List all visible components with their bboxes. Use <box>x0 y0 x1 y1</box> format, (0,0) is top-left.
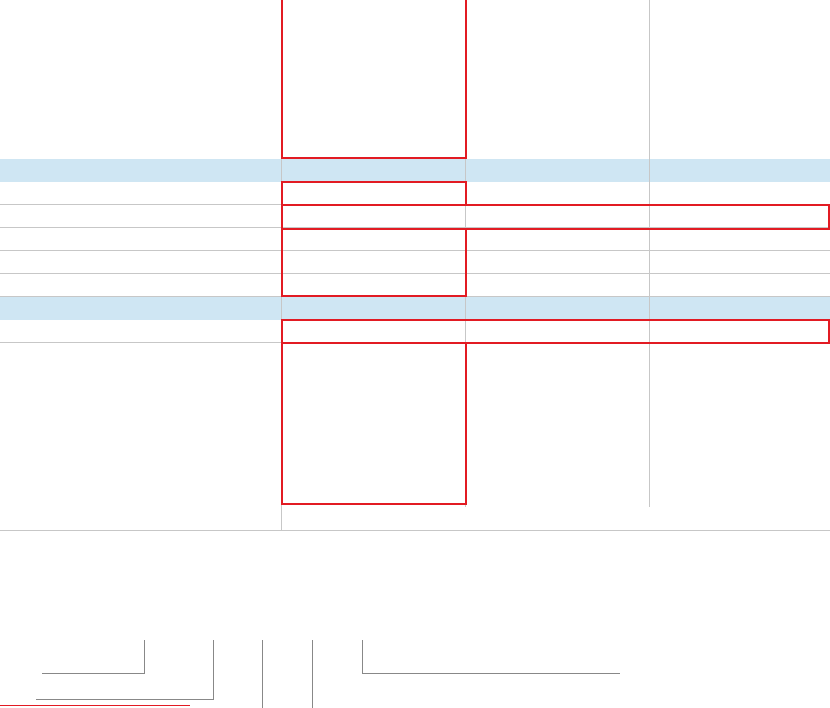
highlight-box <box>281 319 830 344</box>
leader-line <box>262 640 263 708</box>
leader-line <box>312 640 313 708</box>
column-divider <box>649 0 650 507</box>
approvals-row <box>0 507 830 531</box>
leader-line <box>362 640 363 673</box>
highlight-box <box>281 181 467 206</box>
highlight-box <box>281 228 467 297</box>
section-supply <box>0 159 830 182</box>
highlight-box <box>281 0 467 159</box>
highlight-box <box>281 342 467 505</box>
highlight-box <box>281 204 830 230</box>
leader-line <box>362 673 620 674</box>
leader-line <box>213 640 214 699</box>
leader-line <box>36 699 214 700</box>
leader-line <box>144 640 145 673</box>
leader-line <box>42 673 145 674</box>
section-technical <box>0 297 830 320</box>
